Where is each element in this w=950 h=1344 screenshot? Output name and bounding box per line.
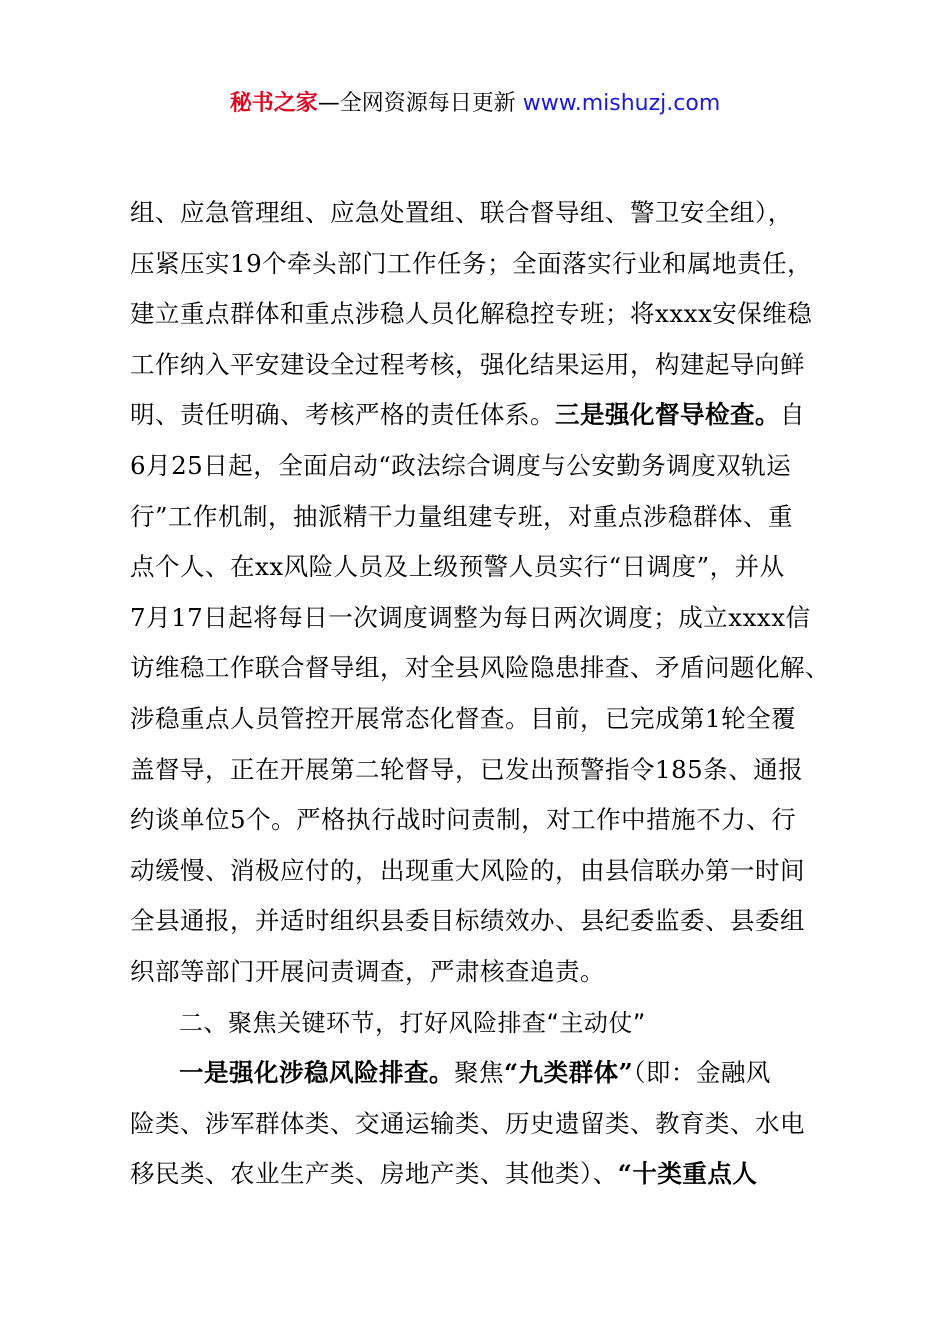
text-run: 聚焦 xyxy=(454,1058,504,1088)
text-run: 移民类、农业生产类、房地产类、其他类）、 xyxy=(130,1159,618,1189)
text-line: 工作纳入平安建设全过程考核，强化结果运用，构建起导向鲜 xyxy=(130,349,805,379)
text-line: 访维稳工作联合督导组，对全县风险隐患排查、矛盾问题化解、 xyxy=(130,653,830,683)
text-line: 6月25日起，全面启动“政法综合调度与公安勤务调度双轨运 xyxy=(130,450,792,480)
header-dash: — xyxy=(317,91,340,116)
bold-phrase: “九类群体” xyxy=(504,1058,634,1088)
text-line: 全县通报，并适时组织县委目标绩效办、县纪委监委、县委组 xyxy=(130,906,805,936)
text-run: （即：金融风 xyxy=(633,1058,771,1088)
site-brand: 秘书之家 xyxy=(229,91,318,116)
text-line: 涉稳重点人员管控开展常态化督查。目前，已完成第1轮全覆 xyxy=(130,703,797,733)
text-line: 点个人、在xx风险人员及上级预警人员实行“日调度”，并从 xyxy=(130,552,785,582)
section-heading: 二、聚焦关键环节，打好风险排查“主动仗” xyxy=(179,1008,646,1037)
document-body xyxy=(130,188,830,1200)
text-line xyxy=(130,1048,830,1099)
text-line xyxy=(130,390,830,441)
header-tagline: 全网资源每日更新 xyxy=(339,91,523,116)
site-header xyxy=(0,88,950,120)
bold-subheading: 三是强化督导检查。 xyxy=(555,400,780,430)
text-line: 盖督导，正在开展第二轮督导，已发出预警指令185条、通报 xyxy=(130,754,804,784)
bold-subheading: 一是强化涉稳风险排查。 xyxy=(179,1058,454,1088)
site-url-link[interactable]: www.mishuzj.com xyxy=(522,91,721,116)
text-line: 建立重点群体和重点涉稳人员化解稳控专班；将xxxx安保维稳 xyxy=(130,299,813,329)
text-line: 约谈单位5个。严格执行战时问责制，对工作中措施不力、行 xyxy=(130,805,797,835)
text-line: 压紧压实19个牵头部门工作任务；全面落实行业和属地责任， xyxy=(130,248,813,278)
text-line: 动缓慢、消极应付的，出现重大风险的，由县信联办第一时间 xyxy=(130,855,805,885)
text-line: 行”工作机制，抽派精干力量组建专班，对重点涉稳群体、重 xyxy=(130,501,794,531)
text-run: 明、责任明确、考核严格的责任体系。 xyxy=(130,400,555,430)
text-line: 7月17日起将每日一次调度调整为每日两次调度；成立xxxx信 xyxy=(130,602,811,632)
text-line: 险类、涉军群体类、交通运输类、历史遗留类、教育类、水电 xyxy=(130,1108,805,1138)
bold-phrase: “十类重点人 xyxy=(617,1159,758,1189)
text-run: 自 xyxy=(780,400,805,430)
text-line: 织部等部门开展问责调查，严肃核查追责。 xyxy=(130,956,605,986)
text-line xyxy=(130,1149,830,1200)
text-line: 组、应急管理组、应急处置组、联合督导组、警卫安全组）， xyxy=(130,198,793,227)
